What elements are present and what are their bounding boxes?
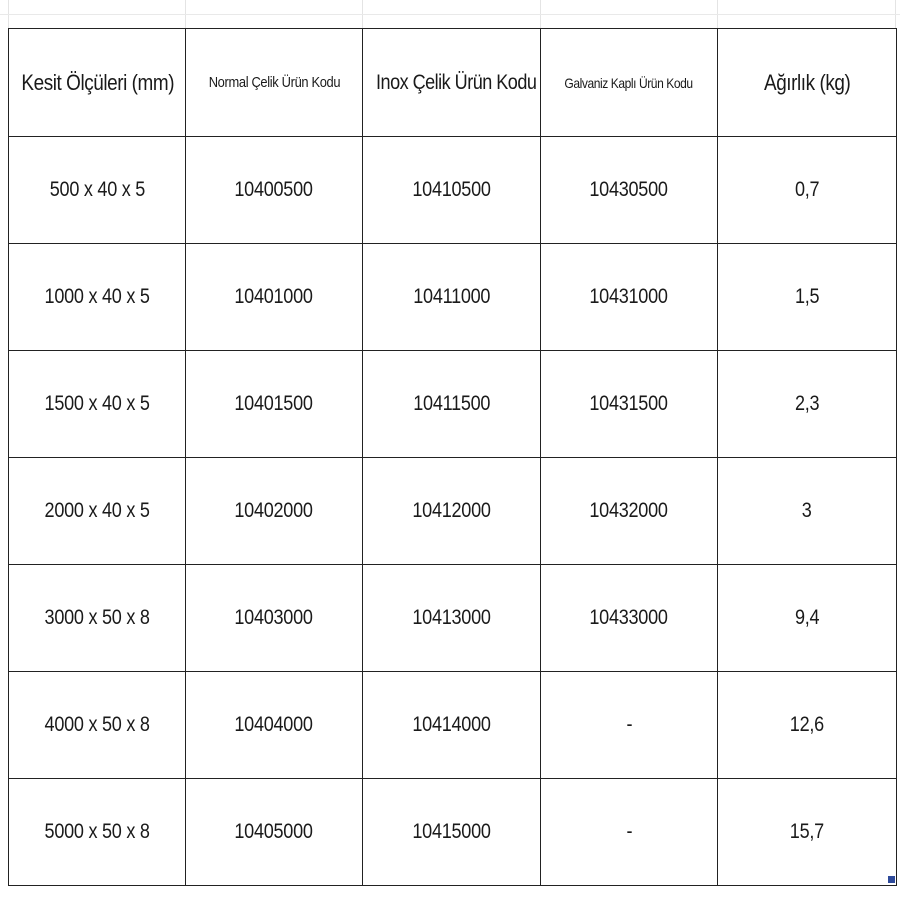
cell-inox-steel-code[interactable]: 10413000	[363, 565, 541, 672]
cell-normal-steel-code[interactable]: 10402000	[186, 458, 363, 565]
table-row	[9, 565, 897, 672]
cell-section-size[interactable]: 3000 x 50 x 8	[9, 565, 186, 672]
cell-galvanized-code[interactable]: 10431000	[541, 244, 718, 351]
column-header-galvanized-code[interactable]: Galvaniz Kaplı Ürün Kodu	[541, 29, 718, 137]
cell-galvanized-code[interactable]: 10432000	[541, 458, 718, 565]
cell-section-size[interactable]: 1500 x 40 x 5	[9, 351, 186, 458]
product-spec-table	[8, 28, 897, 886]
cell-inox-steel-code[interactable]: 10412000	[363, 458, 541, 565]
table-row	[9, 137, 897, 244]
cell-normal-steel-code[interactable]: 10401500	[186, 351, 363, 458]
cell-inox-steel-code[interactable]: 10411000	[363, 244, 541, 351]
cell-inox-steel-code[interactable]: 10410500	[363, 137, 541, 244]
cell-galvanized-code[interactable]: 10433000	[541, 565, 718, 672]
table-row	[9, 779, 897, 886]
cell-weight[interactable]: 12,6	[718, 672, 897, 779]
cell-galvanized-code[interactable]: -	[541, 779, 718, 886]
cell-normal-steel-code[interactable]: 10403000	[186, 565, 363, 672]
cell-galvanized-code[interactable]: -	[541, 672, 718, 779]
cell-galvanized-code[interactable]: 10431500	[541, 351, 718, 458]
column-header-normal-steel-code[interactable]: Normal Çelik Ürün Kodu	[186, 29, 363, 137]
cell-normal-steel-code[interactable]: 10404000	[186, 672, 363, 779]
cell-section-size[interactable]: 500 x 40 x 5	[9, 137, 186, 244]
cell-weight[interactable]: 2,3	[718, 351, 897, 458]
table-row	[9, 244, 897, 351]
column-header-inox-steel-code[interactable]: Inox Çelik Ürün Kodu	[363, 29, 541, 137]
cell-inox-steel-code[interactable]: 10411500	[363, 351, 541, 458]
table-row	[9, 351, 897, 458]
column-header-weight[interactable]: Ağırlık (kg)	[718, 29, 897, 137]
cell-galvanized-code[interactable]: 10430500	[541, 137, 718, 244]
selection-fill-handle[interactable]	[888, 876, 895, 883]
cell-section-size[interactable]: 1000 x 40 x 5	[9, 244, 186, 351]
cell-inox-steel-code[interactable]: 10414000	[363, 672, 541, 779]
cell-normal-steel-code[interactable]: 10401000	[186, 244, 363, 351]
cell-weight[interactable]: 0,7	[718, 137, 897, 244]
cell-weight[interactable]: 1,5	[718, 244, 897, 351]
cell-section-size[interactable]: 4000 x 50 x 8	[9, 672, 186, 779]
table-header-row	[9, 29, 897, 137]
table-row	[9, 458, 897, 565]
cell-section-size[interactable]: 5000 x 50 x 8	[9, 779, 186, 886]
cell-inox-steel-code[interactable]: 10415000	[363, 779, 541, 886]
cell-weight[interactable]: 3	[718, 458, 897, 565]
cell-weight[interactable]: 15,7	[718, 779, 897, 886]
sheet-gridline	[0, 14, 900, 15]
cell-weight[interactable]: 9,4	[718, 565, 897, 672]
column-header-section-size[interactable]: Kesit Ölçüleri (mm)	[9, 29, 186, 137]
cell-normal-steel-code[interactable]: 10400500	[186, 137, 363, 244]
cell-section-size[interactable]: 2000 x 40 x 5	[9, 458, 186, 565]
cell-normal-steel-code[interactable]: 10405000	[186, 779, 363, 886]
table-row	[9, 672, 897, 779]
